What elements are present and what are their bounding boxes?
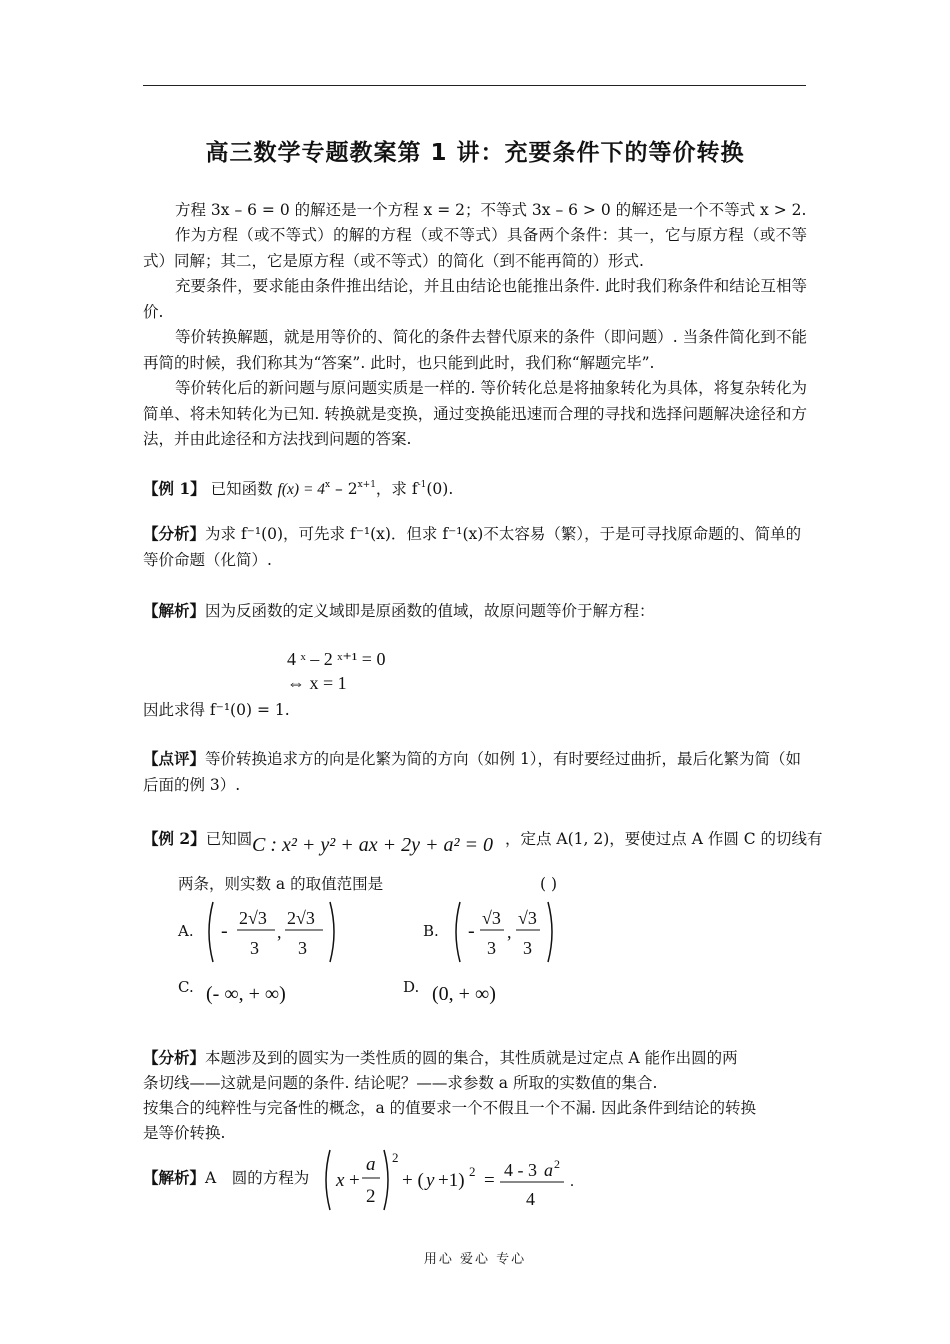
intro-paragraph-2: 作为方程（或不等式）的解的方程（或不等式）具备两个条件：其一，它与原方程（或不等式）同解；其二，它是原方程（或不等式）的简化（到不能再简的）形式. (143, 226, 807, 270)
svg-text:2: 2 (366, 1186, 376, 1207)
svg-text:2√3: 2√3 (287, 908, 315, 928)
svg-text:-: - (468, 920, 475, 942)
intro-paragraph-3: 充要条件，要求能由条件推出结论，并且由结论也能推出条件. 此时我们称条件和结论互相等价. (143, 277, 807, 321)
svg-text:3: 3 (487, 938, 496, 958)
analysis-2-line-1 (143, 1047, 738, 1069)
svg-text:√3: √3 (482, 908, 501, 928)
solution-1-text: 因为反函数的定义域即是原函数的值域，故原问题等价于解方程： (205, 602, 655, 620)
svg-text:+1): +1) (438, 1170, 465, 1191)
analysis-2-text-1: 本题涉及到的圆实为一类性质的圆的集合，其性质就是过定点 A 能作出圆的两 (205, 1049, 738, 1067)
svg-text:2: 2 (554, 1157, 560, 1171)
example-2-label-line (143, 828, 252, 850)
svg-text:,: , (277, 922, 282, 942)
example-2-circle-equation: C : x² + y² + ax + 2y + a² = 0 (252, 834, 493, 856)
option-a-interval (205, 900, 340, 964)
intro-paragraph-1: 方程 3x – 6 = 0 的解还是一个方程 x = 2；不等式 3x – 6 > 0 的解还是一个不等式 x > 2. (175, 201, 807, 219)
example-1 (143, 474, 453, 501)
analysis-1-text: 为求 f⁻¹(0)，可先求 f⁻¹(x)．但求 f⁻¹(x)不太容易（繁），于是可寻找原命题的、简单的等价命题（化简）. (143, 525, 802, 569)
solution-2-circle-equation (322, 1148, 582, 1212)
option-a-label: A. (178, 922, 194, 940)
svg-text:=: = (484, 1170, 495, 1191)
option-c-label: C. (178, 978, 194, 996)
option-d-interval: (0, + ∞) (432, 983, 496, 1005)
example-1-minus: – 2 (330, 480, 358, 498)
svg-text:+ (: + ( (402, 1170, 424, 1191)
solution-2-line (143, 1167, 309, 1189)
example-1-exp-x1: x+1 (357, 480, 376, 490)
solution-1-equation-2: ⇔ x = 1 (287, 673, 347, 693)
example-2-text-b: ，定点 A(1, 2)，要使过点 A 作圆 C 的切线有 (505, 830, 823, 848)
svg-text:-: - (221, 920, 228, 942)
option-b-label: B. (423, 922, 439, 940)
analysis-1-label: 【分析】 (143, 524, 206, 543)
intro-paragraph-5: 等价转化后的新问题与原问题实质是一样的. 等价转化总是将抽象转化为具体，将复杂转化为简单、将未知转化为已知. 转换就是变换，通过变换能迅速而合理的寻找和选择问题解决途径和方法，并由此途径和方法找到问题的答案. (143, 379, 807, 448)
intro-paragraph-4: 等价转换解题，就是用等价的、简化的条件去替代原来的条件（即问题）. 当条件简化到不能再简的时候，我们称其为“答案”. 此时，也只能到此时，我们称“解题完毕”. (143, 328, 807, 372)
example-1-end: (0). (426, 480, 454, 498)
solution-1 (143, 600, 655, 622)
example-1-label: 【例 1】 (143, 479, 206, 498)
svg-text:x: x (336, 1170, 345, 1191)
example-1-exp-inv: -1 (417, 480, 427, 490)
svg-text:2: 2 (392, 1150, 399, 1165)
example-1-exp-x: x (325, 480, 331, 490)
example-1-ask: ，求 f (375, 480, 418, 498)
solution-1-label: 【解析】 (143, 601, 206, 620)
page-footer: 用心 爱心 专心 (423, 1252, 527, 1267)
svg-text:.: . (570, 1173, 574, 1190)
example-1-function: f(x) = 4 (277, 481, 326, 498)
analysis-2-line-2: 条切线——这就是问题的条件. 结论呢？——求参数 a 所取的实数值的集合. (143, 1074, 658, 1092)
example-2-answer-paren: ( ) (540, 875, 558, 893)
solution-2-label: 【解析】 (143, 1168, 206, 1187)
analysis-2-line-3: 按集合的纯粹性与完备性的概念，a 的值要求一个不假且一个不漏. 因此条件到结论的转换 (143, 1099, 757, 1117)
svg-text:3: 3 (523, 938, 532, 958)
svg-text:a: a (366, 1154, 376, 1175)
solution-2-text: A 圆的方程为 (205, 1169, 310, 1187)
option-b-interval (452, 900, 562, 964)
comment-1-text: 等价转换追求方的向是化繁为简的方向（如例 1），有时要经过曲折，最后化繁为简（如后面的例 3）. (143, 750, 802, 794)
example-1-text: 已知函数 (210, 480, 278, 498)
option-d-label: D. (403, 978, 420, 996)
svg-text:2: 2 (469, 1164, 476, 1179)
svg-text:+: + (349, 1170, 360, 1191)
comment-1 (143, 746, 807, 798)
header-rule (143, 85, 806, 86)
svg-text:4 - 3: 4 - 3 (504, 1160, 537, 1180)
svg-text:y: y (426, 1170, 435, 1191)
analysis-2-label: 【分析】 (143, 1048, 206, 1067)
svg-text:√3: √3 (518, 908, 537, 928)
solution-1-equation-1: 4 ˣ – 2 ˣ⁺¹ = 0 (287, 649, 386, 669)
option-c-interval: (- ∞, + ∞) (206, 983, 286, 1005)
analysis-1 (143, 521, 807, 573)
example-2-line-2: 两条，则实数 a 的取值范围是 (178, 875, 384, 893)
page-title: 高三数学专题教案第 1 讲：充要条件下的等价转换 (205, 140, 745, 166)
svg-text:4: 4 (526, 1189, 535, 1209)
svg-text:3: 3 (250, 938, 259, 958)
svg-text:2√3: 2√3 (239, 908, 267, 928)
svg-text:,: , (507, 922, 512, 942)
svg-text:a: a (544, 1160, 553, 1180)
example-2-label: 【例 2】 (143, 829, 206, 848)
solution-1-result: 因此求得 f⁻¹(0) = 1. (143, 701, 290, 719)
svg-text:3: 3 (298, 938, 307, 958)
example-2-text-a: 已知圆 (205, 830, 253, 848)
comment-1-label: 【点评】 (143, 749, 206, 768)
analysis-2-line-4: 是等价转换. (143, 1124, 226, 1142)
